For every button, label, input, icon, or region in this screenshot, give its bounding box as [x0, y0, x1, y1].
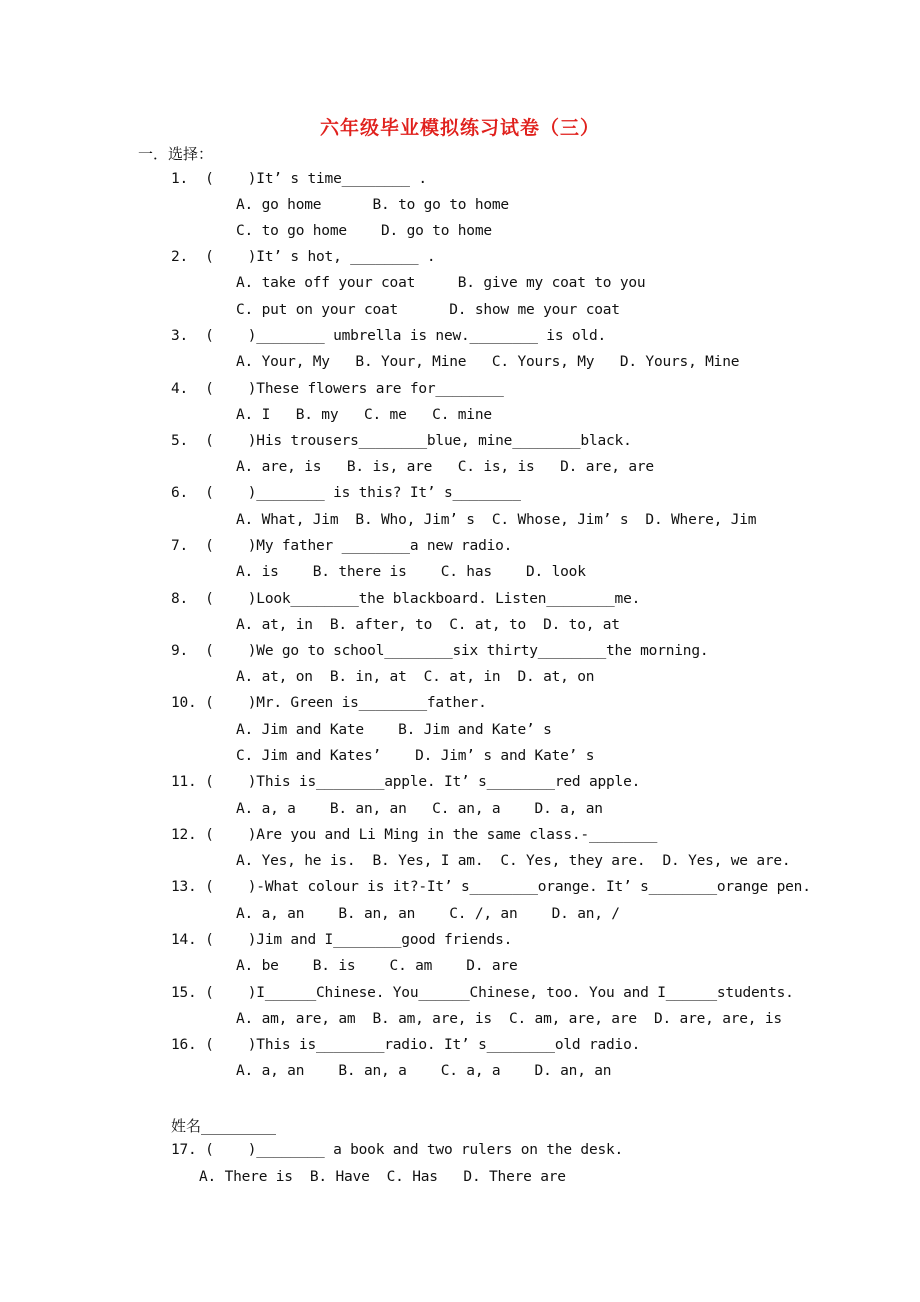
question-15: 15. ( )I______Chinese. You______Chinese, too. You and I______students.: [171, 985, 794, 1001]
question-14: 14. ( )Jim and I________good friends.: [171, 932, 513, 948]
question-17-options: A. There is B. Have C. Has D. There are: [199, 1169, 566, 1185]
section-heading: 一．选择：: [138, 145, 214, 163]
question-12: 12. ( )Are you and Li Ming in the same class.-________: [171, 827, 658, 843]
question-2-options-a: A. take off your coat B. give my coat to you: [236, 275, 646, 291]
question-4-options: A. I B. my C. me C. mine: [236, 407, 492, 423]
question-13: 13. ( )-What colour is it?-It’ s________orange. It’ s________orange pen.: [171, 879, 811, 895]
question-6-options: A. What, Jim B. Who, Jim’ s C. Whose, Jim’ s D. Where, Jim: [236, 512, 757, 528]
question-4: 4. ( )These flowers are for________: [171, 381, 504, 397]
page-title: 六年级毕业模拟练习试卷（三）: [319, 117, 600, 139]
question-2-options-b: C. put on your coat D. show me your coat: [236, 302, 620, 318]
question-3-options: A. Your, My B. Your, Mine C. Yours, My D. Yours, Mine: [236, 354, 740, 370]
question-7-options: A. is B. there is C. has D. look: [236, 564, 586, 580]
question-1-options-a: A. go home B. to go to home: [236, 197, 509, 213]
question-16-options: A. a, an B. an, a C. a, a D. an, an: [236, 1063, 612, 1079]
question-1-options-b: C. to go home D. go to home: [236, 223, 492, 239]
question-10-options-b: C. Jim and Kates’ D. Jim’ s and Kate’ s: [236, 748, 595, 764]
question-10-options-a: A. Jim and Kate B. Jim and Kate’ s: [236, 722, 552, 738]
question-8: 8. ( )Look________the blackboard. Listen________me.: [171, 591, 641, 607]
question-13-options: A. a, an B. an, an C. /, an D. an, /: [236, 906, 620, 922]
question-8-options: A. at, in B. after, to C. at, to D. to, at: [236, 617, 620, 633]
question-2: 2. ( )It’ s hot, ________ .: [171, 249, 436, 265]
question-11-options: A. a, a B. an, an C. an, a D. a, an: [236, 801, 603, 817]
question-7: 7. ( )My father ________a new radio.: [171, 538, 513, 554]
question-11: 11. ( )This is________apple. It’ s________red apple.: [171, 774, 641, 790]
question-10: 10. ( )Mr. Green is________father.: [171, 695, 487, 711]
question-9: 9. ( )We go to school________six thirty________the morning.: [171, 643, 709, 659]
question-14-options: A. be B. is C. am D. are: [236, 958, 518, 974]
question-9-options: A. at, on B. in, at C. at, in D. at, on: [236, 669, 595, 685]
student-name-field: 姓名__________: [171, 1117, 277, 1135]
question-16: 16. ( )This is________radio. It’ s________old radio.: [171, 1037, 641, 1053]
question-12-options: A. Yes, he is. B. Yes, I am. C. Yes, they are. D. Yes, we are.: [236, 853, 791, 869]
question-17: 17. ( )________ a book and two rulers on the desk.: [171, 1142, 624, 1158]
question-6: 6. ( )________ is this? It’ s________: [171, 485, 521, 501]
question-15-options: A. am, are, am B. am, are, is C. am, are, are D. are, are, is: [236, 1011, 782, 1027]
question-5: 5. ( )His trousers________blue, mine________black.: [171, 433, 632, 449]
question-1: 1. ( )It’ s time________ .: [171, 171, 427, 187]
question-3: 3. ( )________ umbrella is new.________ is old.: [171, 328, 607, 344]
question-5-options: A. are, is B. is, are C. is, is D. are, are: [236, 459, 654, 475]
